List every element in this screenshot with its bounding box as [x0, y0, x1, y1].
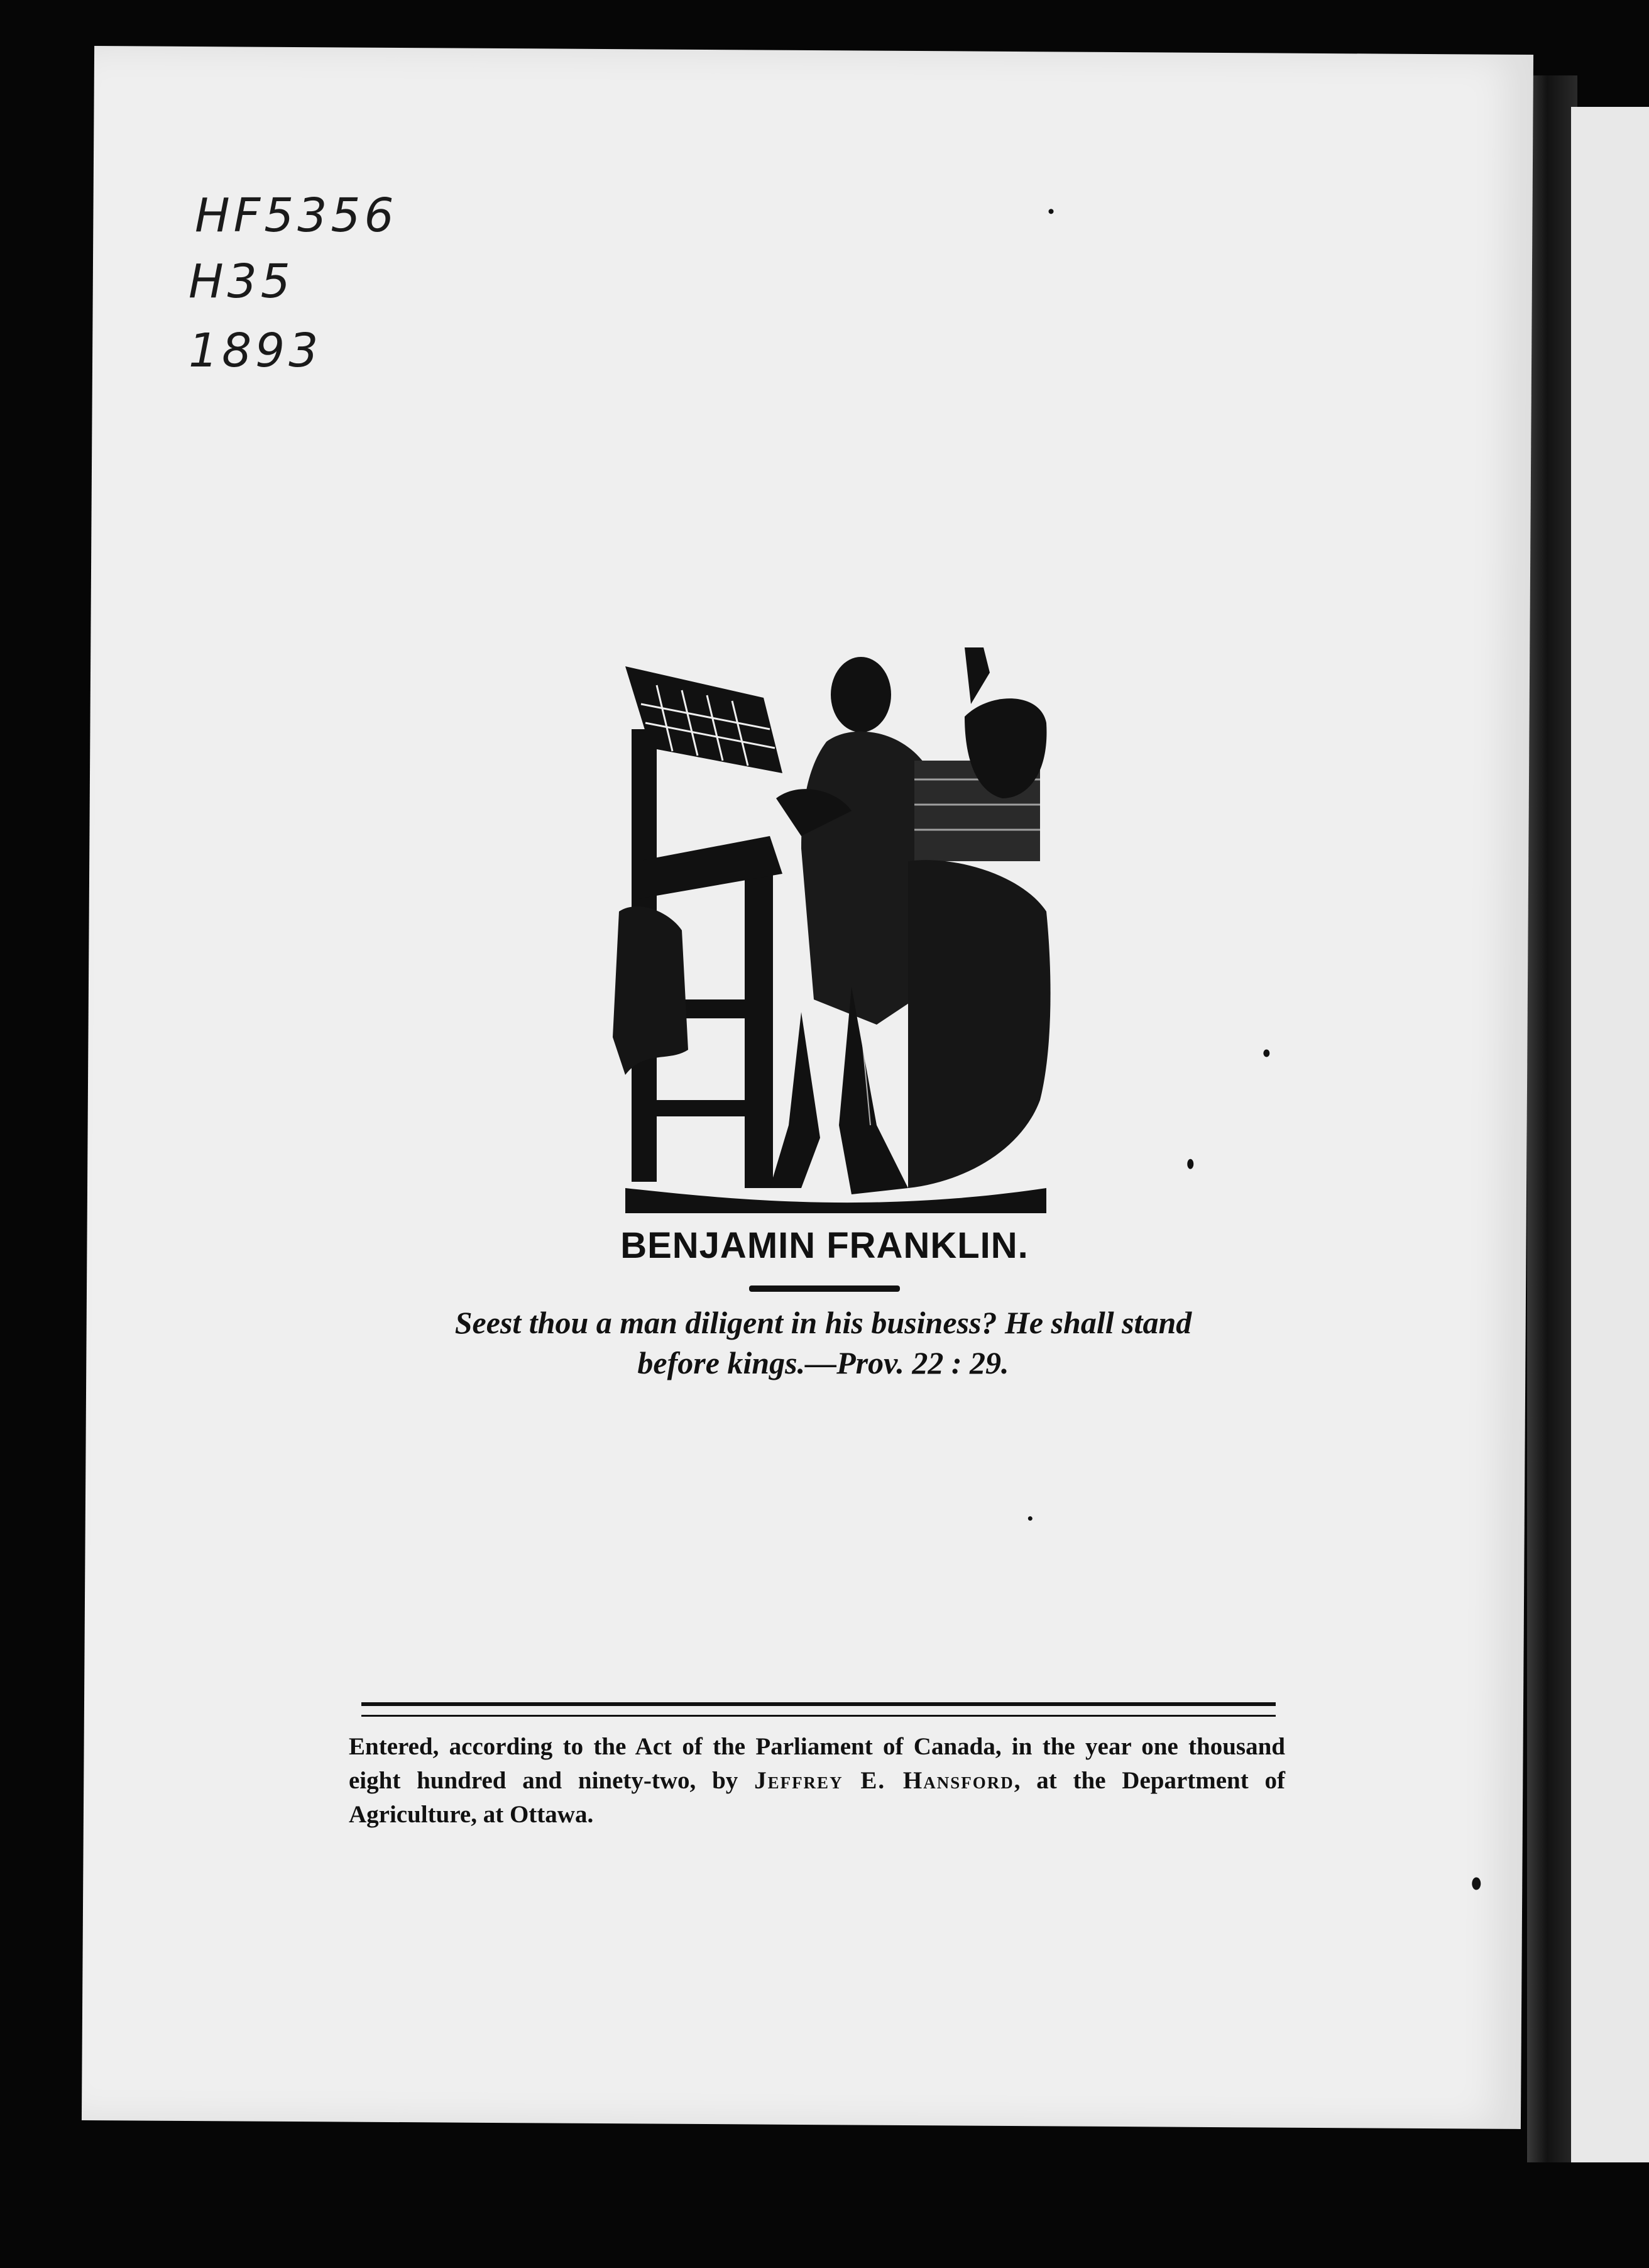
ink-speck: [1472, 1877, 1481, 1890]
footer-rule-thin: [361, 1715, 1276, 1717]
title-divider: [749, 1285, 900, 1292]
quote-line-2: before kings.—Prov. 22 : 29.: [637, 1345, 1009, 1380]
caption-title: BENJAMIN FRANKLIN.: [620, 1225, 1029, 1266]
adjacent-page: [1571, 107, 1649, 2162]
scripture-quote: [352, 1302, 1295, 1383]
franklin-printing-press-engraving-icon: [613, 647, 1053, 1219]
call-number-line-1: HF5356: [195, 189, 398, 243]
footer-rule-thick: [361, 1702, 1276, 1706]
copyright-text-after: , at the Department of Agriculture, at Ottawa.: [349, 1767, 1285, 1828]
call-number-line-2: H35: [189, 255, 294, 309]
ink-speck: [1048, 209, 1053, 214]
ink-speck: [1187, 1159, 1193, 1169]
copyright-text-before: Entered, according to the Act of the Parliament of Canada, in the year one thousand eight hundred and ninety-two, by: [349, 1733, 1285, 1794]
call-number-line-3: 1893: [189, 324, 322, 378]
book-spine-shadow: [1527, 75, 1577, 2162]
quote-line-1: Seest thou a man diligent in his business? He shall stand: [454, 1305, 1192, 1340]
copyright-holder: Jeffrey E. Hansford: [754, 1767, 1014, 1794]
ink-speck: [1263, 1049, 1269, 1057]
ink-speck: [1028, 1516, 1033, 1521]
copyright-notice: [349, 1730, 1285, 1832]
